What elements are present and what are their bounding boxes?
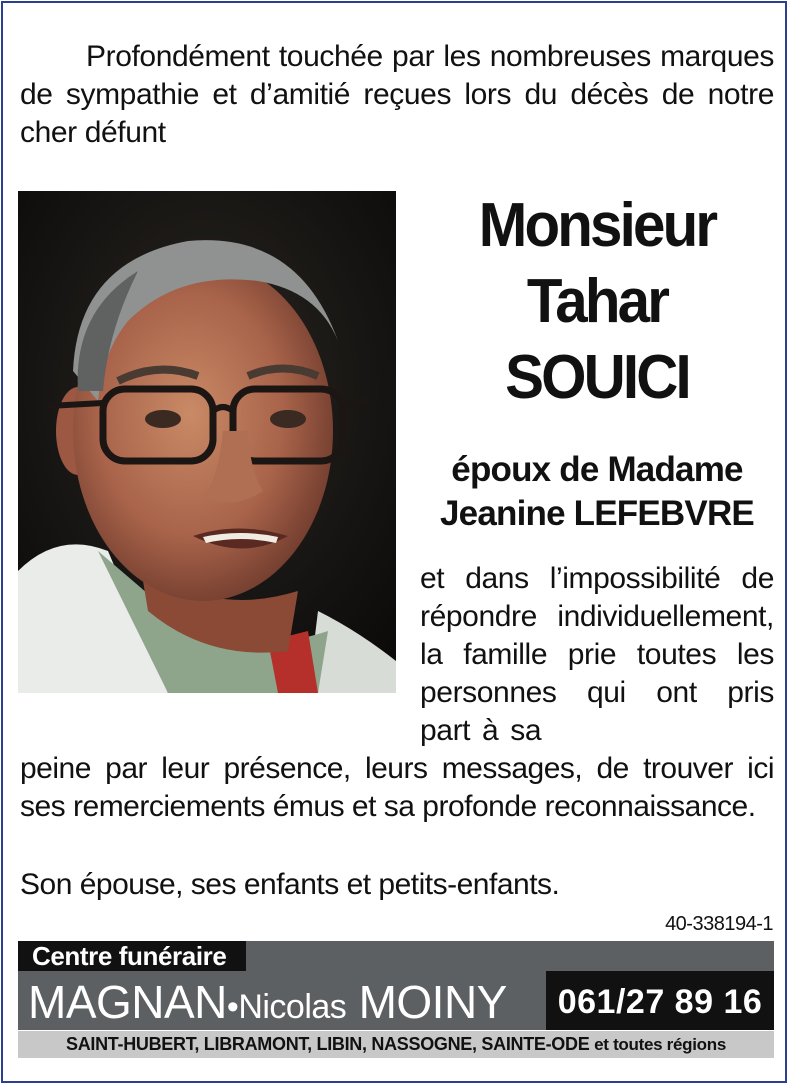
message-text-full: peine par leur présence, leurs messages, de trouver ici ses remerciements émus et sa profonde reconnaissance.	[20, 752, 774, 823]
locations-strip	[18, 1031, 774, 1058]
owner-last-name: MOINY	[358, 976, 507, 1028]
intro-text: Profondément touchée par les nombreuses marques de sympathie et d’amitié reçues lors du décès de notre cher défunt	[20, 40, 774, 149]
name-title: Monsieur	[478, 191, 716, 260]
reference-number: 40-338194-1	[665, 913, 773, 935]
portrait-illustration	[18, 191, 396, 693]
company-name: MAGNAN	[28, 976, 227, 1028]
family-signature: Son épouse, ses enfants et petits-enfants.	[20, 868, 560, 901]
portrait-photo	[18, 191, 396, 693]
first-name: Tahar	[526, 267, 668, 336]
spouse-info	[420, 448, 774, 536]
funeral-home-name	[28, 977, 507, 1032]
spouse-line-2: Jeanine LEFEBVRE	[440, 494, 754, 533]
funeral-home-tag: Centre funéraire	[18, 941, 246, 971]
last-name: SOUICI	[505, 343, 689, 412]
locations-suffix: et toutes régions	[594, 1035, 726, 1054]
phone-number: 061/27 89 16	[546, 971, 774, 1030]
spouse-line-1: époux de Madame	[451, 450, 743, 489]
deceased-name	[431, 188, 764, 416]
separator-dot: •	[226, 988, 239, 1026]
owner-first-name: Nicolas	[238, 988, 347, 1026]
locations-list: SAINT-HUBERT, LIBRAMONT, LIBIN, NASSOGNE, SAINTE-ODE	[66, 1034, 590, 1054]
message-text-right: et dans l’impossibilité de répondre individuellement, la famille prie toutes les personnes qui ont pris part à sa	[420, 562, 774, 747]
funeral-home-banner	[18, 941, 774, 1030]
